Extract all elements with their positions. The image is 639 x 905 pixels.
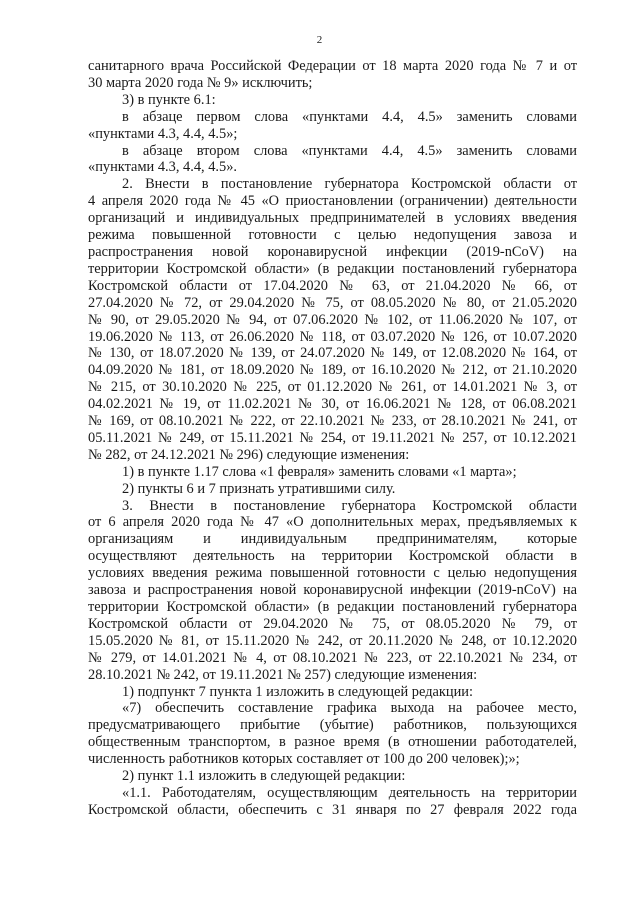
text-line: территории Костромской области» (в редакции постановлений губернатора — [88, 260, 577, 277]
text-line: Костромской области от 17.04.2020 № 63, от 21.04.2020 № 66, от — [88, 277, 577, 294]
text-line: 19.06.2020 № 113, от 26.06.2020 № 118, от 03.07.2020 № 126, от 10.07.2020 — [88, 328, 577, 345]
text-line: осуществляют деятельность на территории Костромской области в — [88, 548, 577, 565]
text-line: от 6 апреля 2020 года № 47 «О дополнительных мерах, предъявляемых к — [88, 514, 577, 531]
text-line: 3) в пункте 6.1: — [122, 91, 216, 108]
document-body — [88, 58, 577, 819]
text-line: условиях введения режима повышенной готовности с целью недопущения — [88, 565, 577, 582]
text-line: № 169, от 08.10.2021 № 222, от 22.10.2021 № 233, от 28.10.2021 № 241, от — [88, 413, 577, 430]
text-line: в абзаце втором слова «пунктами 4.4, 4.5» заменить словами — [122, 142, 577, 159]
page-number: 2 — [316, 34, 323, 46]
text-line: 2) пункт 1.1 изложить в следующей редакции: — [122, 768, 406, 785]
text-line: санитарного врача Российской Федерации от 18 марта 2020 года № 7 и от — [88, 58, 577, 74]
text-line: организациям и индивидуальным предпринимателям, которые — [88, 531, 577, 548]
text-line: 1) в пункте 1.17 слова «1 февраля» заменить словами «1 марта»; — [122, 463, 517, 480]
text-line: «1.1. Работодателям, осуществляющим деятельность на территории — [122, 784, 577, 801]
text-line: 2. Внести в постановление губернатора Костромской области от — [122, 176, 577, 193]
text-line: Костромской области от 29.04.2020 № 75, от 08.05.2020 № 79, от — [88, 615, 577, 632]
text-line: 4 апреля 2020 года № 45 «О приостановлении (ограничении) деятельности — [88, 193, 577, 210]
text-line: организаций и индивидуальных предпринимателей в условиях введения — [88, 210, 577, 227]
text-line: № 90, от 29.05.2020 № 94, от 07.06.2020 № 102, от 11.06.2020 № 107, от — [88, 311, 577, 328]
text-line: «пунктами 4.3, 4.4, 4.5». — [88, 159, 238, 176]
text-line: № 282, от 24.12.2021 № 296) следующие изменения: — [88, 446, 410, 463]
text-line: 28.10.2021 № 242, от 19.11.2021 № 257) следующие изменения: — [88, 666, 478, 683]
text-line: 05.11.2021 № 249, от 15.11.2021 № 254, от 19.11.2021 № 257, от 10.12.2021 — [88, 429, 577, 446]
text-line: «пунктами 4.3, 4.4, 4.5»; — [88, 125, 238, 142]
text-line: территории Костромской области» (в редакции постановлений губернатора — [88, 599, 577, 615]
text-line: № 130, от 18.07.2020 № 139, от 24.07.2020 № 149, от 12.08.2020 № 164, от — [88, 345, 577, 362]
text-line: в абзаце первом слова «пунктами 4.4, 4.5» заменить словами — [122, 108, 577, 125]
text-line: распространения новой коронавирусной инфекции (2019-nCoV) на — [88, 243, 577, 260]
text-line: Костромской области, обеспечить с 31 января по 27 февраля 2022 года — [88, 801, 577, 818]
text-line: 15.05.2020 № 81, от 15.11.2020 № 242, от 20.11.2020 № 248, от 10.12.2020 — [88, 632, 577, 649]
text-line: 3. Внести в постановление губернатора Костромской области — [122, 497, 577, 514]
text-line: 27.04.2020 № 72, от 29.04.2020 № 75, от 08.05.2020 № 80, от 21.05.2020 — [88, 294, 577, 311]
text-line: предусматривающего прибытие (убытие) работников, пользующихся — [88, 717, 577, 734]
text-line: 1) подпункт 7 пункта 1 изложить в следующей редакции: — [122, 683, 473, 700]
text-line: 30 марта 2020 года № 9» исключить; — [88, 74, 313, 91]
text-line: численность работников которых составляет от 100 до 200 человек);»; — [88, 751, 520, 768]
text-line: 04.09.2020 № 181, от 18.09.2020 № 189, от 16.10.2020 № 212, от 21.10.2020 — [88, 362, 577, 379]
text-line: № 279, от 14.01.2021 № 4, от 08.10.2021 № 223, от 22.10.2021 № 234, от — [88, 649, 577, 666]
text-line: № 215, от 30.10.2020 № 225, от 01.12.2020 № 261, от 14.01.2021 № 3, от — [88, 379, 577, 396]
text-line: завоза и распространения новой коронавирусной инфекции (2019-nCoV) на — [88, 582, 577, 599]
text-line: режима повышенной готовности с целью недопущения завоза и — [88, 227, 577, 244]
text-line: 04.02.2021 № 19, от 11.02.2021 № 30, от 16.06.2021 № 128, от 06.08.2021 — [88, 396, 577, 413]
text-line: общественным транспортом, в разное время (в отношении работодателей, — [88, 734, 577, 751]
text-line: 2) пункты 6 и 7 признать утратившими силу. — [122, 480, 396, 497]
text-line: «7) обеспечить составление графика выхода на рабочее место, — [122, 700, 577, 717]
